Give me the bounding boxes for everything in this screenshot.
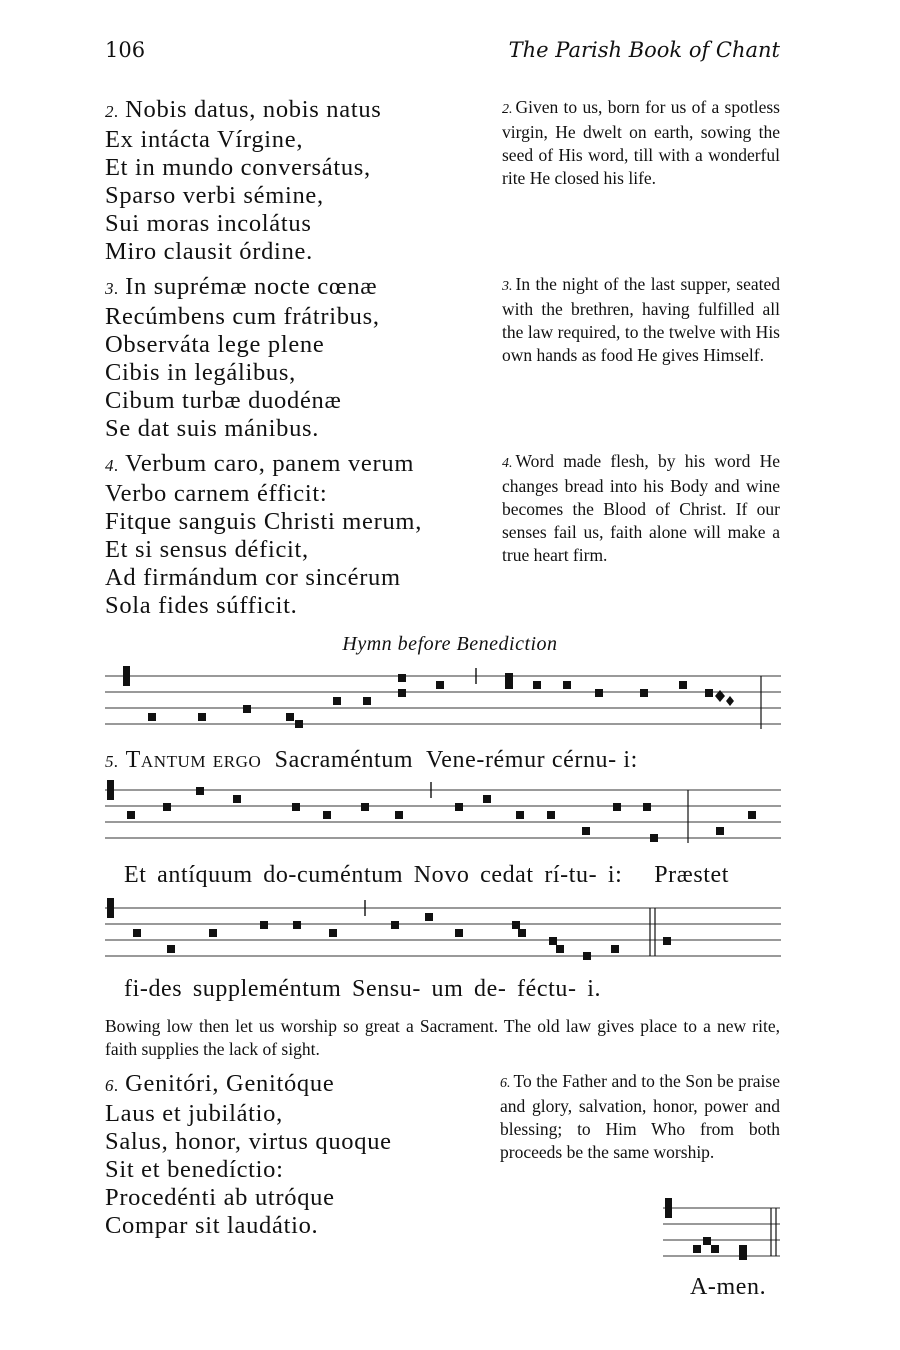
verse-number: 2. <box>502 102 513 117</box>
verse-6-english <box>500 1070 780 1164</box>
lyric-word: fi-des <box>124 976 183 1002</box>
verse-number: 4. <box>502 456 513 471</box>
latin-line: Laus et jubilátio, <box>105 1100 283 1127</box>
latin-line: Ad firmándum cor sincérum <box>105 564 401 591</box>
latin-line: Sit et benedíctio: <box>105 1156 284 1183</box>
latin-line: Nobis datus, nobis natus <box>125 96 382 123</box>
book-title: The Parish Book of Chant <box>508 38 780 62</box>
lyric-word: cedat <box>480 862 534 888</box>
amen-lyric: A-men. <box>690 1274 767 1300</box>
amen-staff <box>663 1194 780 1266</box>
lyric-word: do-cuméntum <box>263 862 404 888</box>
latin-line: Observáta lege plene <box>105 331 325 358</box>
verse-6-latin <box>105 1070 392 1240</box>
chant-staff-2 <box>105 776 781 846</box>
verse-2-english <box>502 96 780 190</box>
latin-line: Verbum caro, panem verum <box>125 450 415 477</box>
latin-line: Miro clausit órdine. <box>105 238 313 265</box>
lyric-word: Novo <box>413 862 470 888</box>
latin-line: Se dat suis mánibus. <box>105 415 320 442</box>
lyric-word: rí-tu- i: <box>544 862 623 888</box>
latin-line: Et in mundo conversátus, <box>105 154 371 181</box>
verse-4-english <box>502 450 780 567</box>
latin-line: Recúmbens cum frátribus, <box>105 303 380 330</box>
lyric-word: antíquum <box>157 862 253 888</box>
verse-3-latin <box>105 273 380 443</box>
chant-staff-1 <box>105 662 781 732</box>
latin-line: Sparso verbi sémine, <box>105 182 324 209</box>
verse-number: 4. <box>105 456 120 475</box>
lyric-word: Sacraméntum <box>274 747 414 773</box>
english-text: Word made flesh, by his word He changes bread into his Body and wine becomes the Blood of Christ. If our senses fail us, faith alone will make a true heart firm. <box>502 451 780 565</box>
latin-line: Genitóri, Genitóque <box>125 1070 335 1097</box>
english-text: To the Father and to the Son be praise and glory, salvation, honor, power and blessing; to Him Who from both proceeds be the same worship. <box>500 1071 780 1162</box>
verse-number: 3. <box>105 279 120 298</box>
lyric-word: suppleméntum <box>192 976 342 1002</box>
chant-lyric-line-1 <box>105 747 638 774</box>
chant-lyric-line-2 <box>124 862 729 889</box>
verse-4-latin <box>105 450 422 620</box>
latin-line: Fitque sanguis Christi merum, <box>105 508 423 535</box>
verse-2-latin <box>105 96 382 266</box>
english-text: In the night of the last supper, seated with the brethren, having fulfilled all the law required, to the twelve with His own hands as food He gives Himself. <box>502 274 780 365</box>
chant-lyric-line-3 <box>124 976 601 1003</box>
latin-line: Sola fides súfficit. <box>105 592 298 619</box>
latin-line: Cibis in legálibus, <box>105 359 296 386</box>
latin-line: Et si sensus déficit, <box>105 536 309 563</box>
latin-line: Sui moras incolátus <box>105 210 312 237</box>
page-number: 106 <box>105 38 146 62</box>
lyric-word: Et <box>124 862 147 888</box>
lyric-word: Sensu- um <box>352 976 464 1002</box>
verse-number: 6. <box>500 1076 511 1091</box>
latin-line: Salus, honor, virtus quoque <box>105 1128 392 1155</box>
verse-number: 3. <box>502 279 513 294</box>
latin-line: Cibum turbæ duodénæ <box>105 387 342 414</box>
lyric-incipit: Tantum ergo <box>125 747 262 773</box>
verse-5-translation: Bowing low then let us worship so great a Sacrament. The old law gives place to a new rite, faith supplies the lack of sight. <box>105 1016 780 1059</box>
latin-line: Ex intácta Vírgine, <box>105 126 304 153</box>
english-text: Given to us, born for us of a spotless virgin, He dwelt on earth, sowing the seed of His word, till with a wonderful rite He closed his life. <box>502 97 780 188</box>
verse-number: 2. <box>105 102 120 121</box>
verse-number: 5. <box>105 752 119 771</box>
verse-number: 6. <box>105 1076 120 1095</box>
latin-line: Compar sit laudátio. <box>105 1212 319 1239</box>
latin-line: Verbo carnem éfficit: <box>105 480 328 507</box>
verse-3-english <box>502 273 780 367</box>
lyric-word: de- féctu- i. <box>474 976 602 1002</box>
lyric-word: Præstet <box>654 862 730 888</box>
hymn-caption: Hymn before Benediction <box>342 633 558 655</box>
latin-line: Procedénti ab utróque <box>105 1184 335 1211</box>
lyric-word: Vene-rémur cérnu- i: <box>425 747 638 773</box>
latin-line: In suprémæ nocte cœnæ <box>125 273 378 300</box>
chant-staff-3 <box>105 894 781 964</box>
